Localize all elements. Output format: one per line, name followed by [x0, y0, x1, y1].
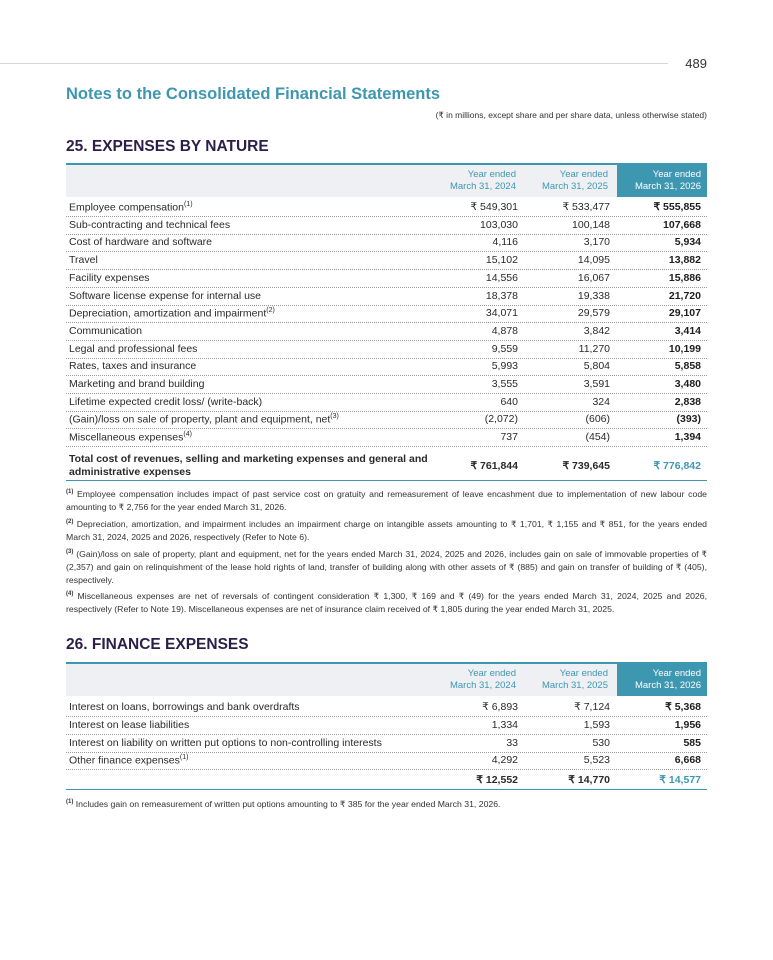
value-2025: ₹ 7,124	[574, 701, 610, 713]
footnote-marker: (1)	[66, 799, 74, 805]
table-row	[66, 358, 707, 376]
footnote-marker: (3)	[330, 412, 339, 420]
table-row	[66, 252, 707, 270]
value-2024: 9,559	[491, 342, 518, 355]
value-2025: 3,591	[583, 378, 610, 390]
value-2024: 737	[500, 431, 518, 444]
value-2026: ₹ 555,855	[653, 201, 701, 213]
row-label: Facility expenses	[69, 271, 150, 284]
table-header	[66, 662, 707, 696]
row-label: Cost of hardware and software	[69, 236, 212, 249]
table-row	[66, 199, 707, 217]
value-2025: 3,842	[583, 324, 610, 337]
column-header-2026: Year ended March 31, 2026	[617, 165, 707, 197]
footnote-text: Miscellaneous expenses are net of reversals of contingent consideration ₹ 1,300, ₹ 169 and ₹ (49) for the years ended March 31, 2024, 2025 and 2026, respectively (Refer to Note 19). Miscellaneous expenses are net of insurance claim received of ₹ 1,805 during the year ended March 31, 2025.	[66, 590, 707, 614]
footnote-marker: (4)	[66, 591, 74, 597]
row-label: Communication	[69, 324, 142, 337]
column-header-2026: Year ended March 31, 2026	[617, 664, 707, 696]
row-label: Interest on lease liabilities	[69, 718, 190, 731]
row-label: Employee compensation$^{(1)}$	[69, 200, 193, 213]
value-2024: 1,334	[491, 718, 518, 731]
table-row	[66, 752, 707, 770]
value-2024: 4,116	[492, 236, 518, 249]
footnote-text: (Gain)/loss on sale of property, plant and equipment, net for the years ended March 31, 2024, 2025 and 2026, includes gain on sale of immovable properties of ₹ (2,357) and gain on relinquishment of the lease hold rights of land, transfer of building along with other assets of ₹ (885) and gain on transfer of building of ₹ (405), respectively.	[66, 548, 707, 585]
row-label: (Gain)/loss on sale of property, plant and equipment, net$^{(3)}$	[69, 412, 339, 426]
value-2024: ₹ 6,893	[482, 701, 518, 713]
value-2025: 29,579	[577, 307, 610, 320]
total-2024: ₹ 12,552	[476, 774, 518, 786]
footnote-marker: (2)	[266, 306, 275, 314]
value-2026: 10,199	[668, 342, 701, 355]
footnote-marker: (2)	[66, 519, 74, 525]
table-row	[66, 270, 707, 288]
footnote	[66, 486, 707, 514]
table-row	[66, 411, 707, 429]
row-label: Interest on liability on written put options to non-controlling interests	[69, 736, 382, 749]
footnote	[66, 516, 707, 544]
value-2024: 18,378	[485, 289, 518, 302]
table-header	[66, 163, 707, 197]
footnote-text: Depreciation, amortization, and impairment includes an impairment charge on intangible assets amounting to ₹ 1,701, ₹ 1,155 and ₹ 851, for the years ended March 31, 2024, 2025 and 2026, respectively (Refer to Note 6).	[66, 518, 707, 542]
value-2026: 13,882	[668, 254, 701, 267]
currency-note: (₹ in millions, except share and per share data, unless otherwise stated)	[435, 110, 707, 120]
value-2024: 34,071	[485, 307, 518, 320]
value-2026: 21,720	[668, 289, 701, 302]
value-2025: 1,593	[583, 718, 610, 731]
row-label: Depreciation, amortization and impairment$^{(2)}$	[69, 306, 275, 320]
value-2024: 15,102	[485, 254, 518, 267]
footnote-text: Employee compensation includes impact of past service cost on gratuity and remeasurement of leave encashment due to implementation of new labour code amounting to ₹ 2,756 for the year ended March 31, 2026.	[66, 488, 707, 512]
value-2026: ₹ 5,368	[665, 701, 701, 713]
value-2024: ₹ 549,301	[470, 201, 518, 213]
value-2025: 14,095	[577, 254, 610, 267]
footnote	[66, 796, 707, 811]
footnote-text: Includes gain on remeasurement of written put options amounting to ₹ 385 for the year ended March 31, 2026.	[73, 798, 501, 809]
table-row	[66, 394, 707, 412]
value-2025: (454)	[585, 431, 610, 444]
value-2025: 324	[592, 395, 610, 408]
footnote-marker: (4)	[183, 430, 192, 438]
total-label: Total cost of revenues, selling and marketing expenses and general and administrative expenses	[69, 453, 428, 478]
row-label: Sub-contracting and technical fees	[69, 218, 231, 231]
total-row	[66, 451, 707, 481]
total-2026: ₹ 776,842	[653, 460, 701, 472]
value-2026: (393)	[676, 413, 701, 426]
value-2025: 5,804	[583, 360, 610, 373]
value-2026: 1,394	[674, 431, 701, 444]
table-row	[66, 376, 707, 394]
value-2025: 530	[592, 736, 610, 749]
value-2024: 640	[500, 395, 518, 408]
value-2024: 103,030	[480, 218, 518, 231]
footnote	[66, 588, 707, 616]
value-2024: 4,878	[491, 324, 518, 337]
table-row	[66, 288, 707, 306]
table-row	[66, 341, 707, 359]
table-row	[66, 717, 707, 735]
value-2025: 5,523	[583, 754, 610, 767]
value-2026: 585	[683, 736, 701, 749]
value-2025: 11,270	[578, 342, 610, 355]
value-2025: 3,170	[583, 236, 610, 249]
top-rule	[0, 63, 668, 64]
value-2024: 3,555	[491, 378, 518, 390]
value-2024: 4,292	[491, 754, 518, 767]
value-2024: (2,072)	[484, 413, 518, 426]
section-title: 26. FINANCE EXPENSES	[66, 636, 249, 653]
table-row	[66, 217, 707, 235]
value-2024: 33	[506, 736, 518, 749]
row-label: Rates, taxes and insurance	[69, 360, 197, 373]
row-label: Miscellaneous expenses$^{(4)}$	[69, 430, 192, 444]
column-header-2024: Year ended March 31, 2024	[449, 169, 516, 192]
value-2026: 5,934	[674, 236, 701, 249]
row-label: Lifetime expected credit loss/ (write-back)	[69, 395, 263, 408]
footnote-marker: (3)	[66, 549, 74, 555]
total-2025: ₹ 14,770	[568, 774, 610, 786]
value-2024: 5,993	[491, 360, 518, 373]
value-2025: 16,067	[577, 271, 610, 284]
table-row	[66, 429, 707, 447]
footnote-marker: (1)	[179, 753, 189, 761]
page-number: 489	[685, 56, 707, 71]
expenses-section	[66, 138, 707, 478]
total-2025: ₹ 739,645	[562, 460, 610, 472]
footnote	[66, 546, 707, 587]
total-2026: ₹ 14,577	[659, 774, 701, 786]
row-label: Software license expense for internal use	[69, 289, 262, 302]
value-2026: 1,956	[674, 718, 701, 731]
finance-section	[66, 636, 707, 796]
total-2024: ₹ 761,844	[470, 460, 518, 472]
value-2026: 2,838	[674, 395, 701, 408]
value-2024: 14,556	[485, 271, 518, 284]
finance-total-row	[66, 771, 707, 790]
row-label: Travel	[69, 254, 98, 267]
column-header-2025: Year ended March 31, 2025	[541, 169, 608, 192]
value-2025: ₹ 533,477	[562, 201, 610, 213]
footnote-marker: (1)	[183, 200, 193, 208]
value-2025: 100,148	[572, 218, 610, 231]
table-row	[66, 234, 707, 252]
document-title: Notes to the Consolidated Financial Statements	[66, 85, 441, 103]
value-2026: 6,668	[674, 754, 701, 767]
table-row	[66, 699, 707, 717]
row-label: Legal and professional fees	[69, 342, 198, 355]
value-2025: 19,338	[577, 289, 610, 302]
section-title: 25. EXPENSES BY NATURE	[66, 138, 269, 155]
column-header-2025: Year ended March 31, 2025	[541, 668, 608, 691]
value-2026: 15,886	[668, 271, 701, 284]
value-2025: (606)	[585, 413, 610, 426]
table-row	[66, 305, 707, 323]
footnote-marker: (1)	[66, 489, 74, 495]
value-2026: 29,107	[668, 307, 701, 320]
row-label: Marketing and brand building	[69, 378, 205, 390]
row-label: Other finance expenses$^{(1)}$	[69, 753, 189, 767]
row-label: Interest on loans, borrowings and bank overdrafts	[69, 701, 300, 713]
table-row	[66, 735, 707, 753]
value-2026: 3,480	[674, 378, 701, 390]
value-2026: 107,668	[663, 218, 701, 231]
column-header-2024: Year ended March 31, 2024	[449, 668, 516, 691]
value-2026: 3,414	[674, 324, 701, 337]
table-row	[66, 323, 707, 341]
value-2026: 5,858	[674, 360, 701, 373]
